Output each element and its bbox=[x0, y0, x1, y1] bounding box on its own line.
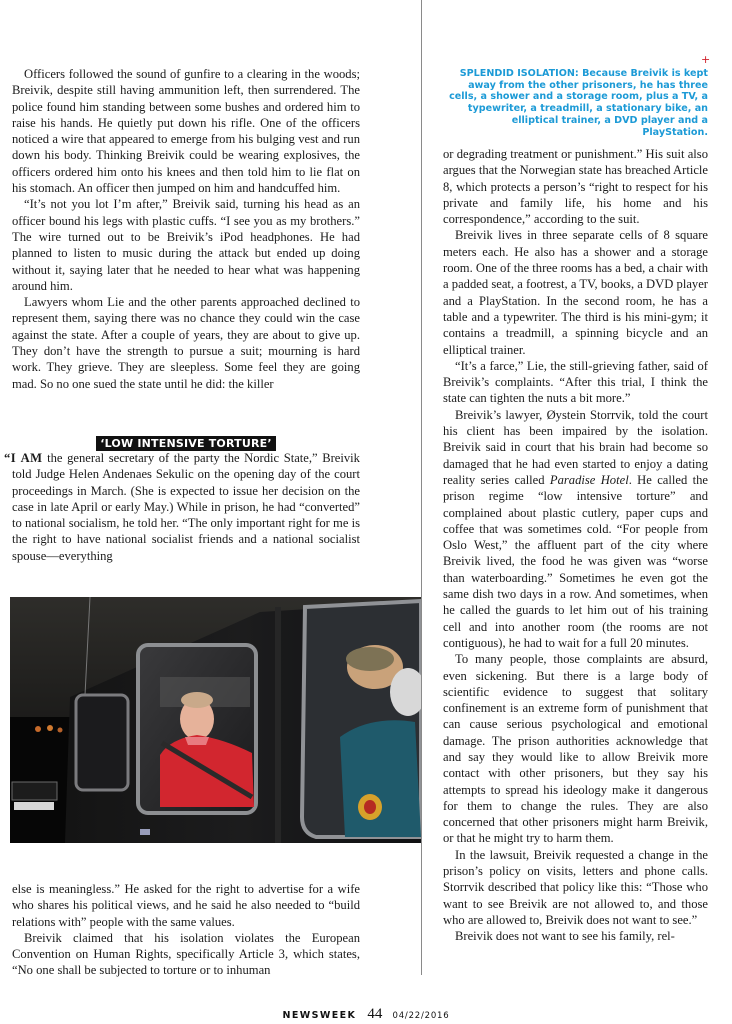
photo-illustration bbox=[10, 597, 421, 843]
left-column-top bbox=[12, 66, 360, 392]
article-photo bbox=[10, 597, 421, 843]
body-paragraph: “It’s a farce,” Lie, the still-grieving father, said of Breivik’s complaints. “After this trial, I think the state can tighten the nuts a bit more.” bbox=[443, 358, 708, 406]
body-paragraph: or degrading treatment or punishment.” His suit also argues that the Norwegian state has breached Article 8, which protects a person’s “right to respect for his private and family life, his home and his correspondence,” according to the suit. bbox=[443, 147, 708, 227]
paragraph-text: Breivik’s lawyer, Øystein Storrvik, told the court his client has been impaired by the isolation. Breivik said in court that his brain had become so damaged that he had even started to enjoy a dating reality series called bbox=[443, 407, 708, 487]
lead-in: “I AM bbox=[4, 451, 43, 465]
column-divider bbox=[421, 0, 422, 975]
body-paragraph: Lawyers whom Lie and the other parents approached declined to represent them, saying there was no chance they could win the case against the state. After a couple of years, they are about to give up. They don’t have the strength to pursue a suit; mourning is hard work. They grieve. They are sleepless. Some feel they are going mad. So no one sued the state until he did: the killer bbox=[12, 295, 360, 391]
body-paragraph: To many people, those complaints are absurd, even sickening. But there is a large body of scientific evidence to suggest that solitary confinement is an extreme form of punishment that can cause serious psychological and emotional damage. The prison authorities acknowledge that and say they would like to allow Breivik more contact with other prisoners, but they say his attempts to spread his ideology make it dangerous for them to change the rules. They are also concerned that other prisoners might harm Breivik, or that he might try to harm them. bbox=[443, 652, 708, 846]
paragraph-text: . He called the prison regime “low intensive torture” and complained about plastic cutlery, paper cups and coffee that was sometimes cold. “For people from Oslo West,” the affluent part of the city where Breivik lived, the food he was given was “worse than waterboarding.” Sometimes he even got the same dish two days in a row. And sometimes, when he called the guards to let him out of his training cell and into another room (the rooms are not contiguous), he had to wait for a full 20 minutes. bbox=[443, 472, 708, 650]
body-paragraph: Breivik claimed that his isolation violates the European Convention on Human Rights, specifically Article 3, which states, “No one shall be subjected to torture or to inhuman bbox=[12, 930, 360, 978]
publication-name: NEWSWEEK bbox=[282, 1010, 357, 1021]
show-title: Paradise Hotel bbox=[549, 472, 629, 487]
section-lead-paragraph bbox=[4, 450, 360, 564]
subhead-label: ‘LOW INTENSIVE TORTURE’ bbox=[96, 436, 276, 451]
left-column-bottom bbox=[12, 881, 360, 979]
body-paragraph: Breivik does not want to see his family, rel- bbox=[455, 929, 675, 944]
caption-plus-marker-icon: + bbox=[701, 53, 711, 66]
body-paragraph: else is meaningless.” He asked for the right to advertise for a wife who shares his political views, and he said he also needed to “build relations with” people with the same values. bbox=[12, 882, 360, 929]
page-footer bbox=[0, 1003, 732, 1023]
section-subhead bbox=[0, 432, 372, 451]
issue-date: 04/22/2016 bbox=[392, 1011, 450, 1021]
body-paragraph: “It’s not you lot I’m after,” Breivik said, turning his head as an officer bound his legs with plastic cuffs. “I see you as my brothers.” The wire turned out to be Breivik’s iPod headphones. He had planned to listen to music during the attack but ended up doing without it, saying later that he needed to hear what was happening around him. bbox=[12, 197, 360, 293]
body-paragraph: Breivik lives in three separate cells of 8 square meters each. He also has a shower and a storage room. One of the three rooms has a bed, a chair with a padded seat, a footrest, a TV, books, a DVD player and a PlayStation. In the second room, he has a table and a typewriter. The third is his mini-gym; it contains a treadmill, a spinning bicycle and an elliptical trainer. bbox=[443, 228, 708, 357]
page-number: 44 bbox=[367, 1006, 383, 1022]
left-column-section bbox=[4, 450, 360, 564]
body-paragraph: In the lawsuit, Breivik requested a change in the prison’s policy on visits, letters and phone calls. Storrvik described that policy like this: “Those who want to see Breivik are not allowed to, and those who are allowed to, Breivik does not want to see.” bbox=[443, 847, 708, 927]
section-paragraph-text: the general secretary of the party the Nordic State,” Breivik told Judge Helen Andenaes Sekulic on the opening day of the court proceedings in March. (She is expected to issue her decision on the case in late April or early May.) While in prison, he had “converted” to national socialism, he told her. “The only important right for me is the right to have national socialist friends and a national socialist spouse—everything bbox=[12, 451, 360, 563]
photo-caption: SPLENDID ISOLATION: Because Breivik is kept away from the other prisoners, he has three cells, a shower and a storage room, plus a TV, a typewriter, a treadmill, a stationary bike, an elliptical trainer, a DVD player and a PlayStation. bbox=[449, 68, 708, 138]
right-column bbox=[443, 146, 708, 945]
body-paragraph: Officers followed the sound of gunfire to a clearing in the woods; Breivik, despite still having ammunition left, then surrendered. The police found him standing between some bushes and ordered him to raise his hands. He quietly put down his rifle. One of the officers noticed a wire that appeared to emerge from his bulging vest and run down his body. Thinking Breivik could be wearing explosives, the officers ordered him onto his knees and then told him to lie flat on his stomach. An officer then jumped on him and handcuffed him. bbox=[12, 67, 360, 196]
body-paragraph bbox=[443, 407, 708, 651]
